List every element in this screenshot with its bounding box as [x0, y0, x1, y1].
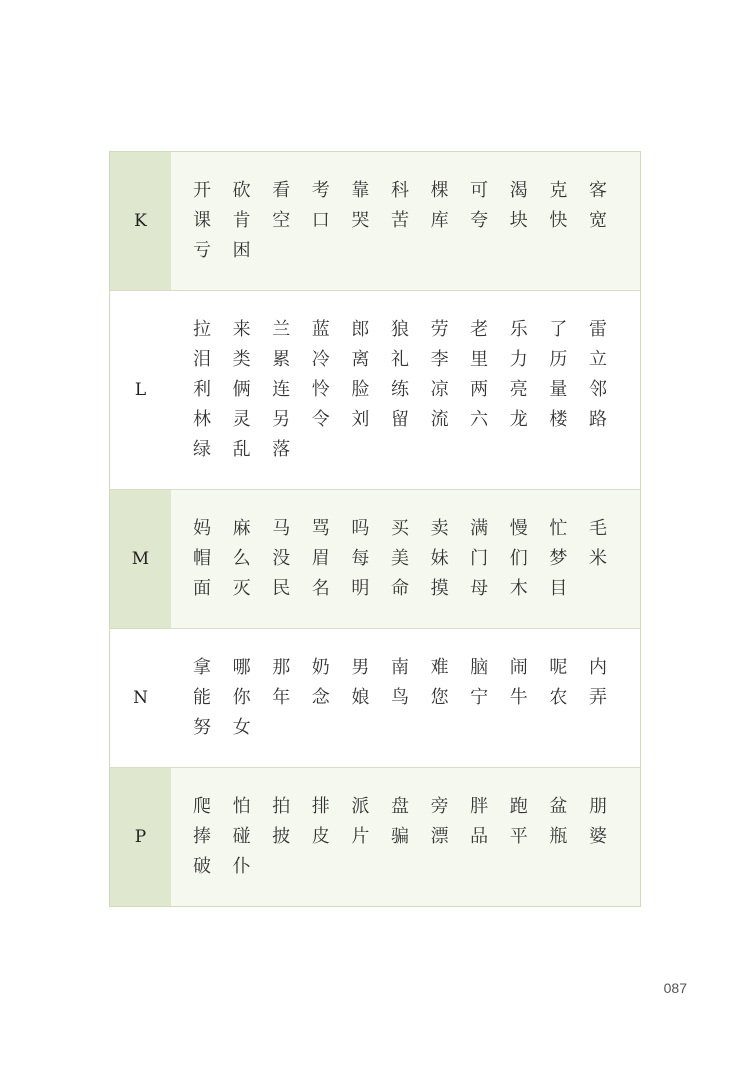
character: 买: [390, 518, 409, 539]
character: 离: [351, 349, 370, 370]
character: 克: [549, 180, 568, 201]
character: 每: [351, 548, 370, 569]
character: 农: [549, 687, 568, 708]
character: 棵: [430, 180, 449, 201]
character: 另: [272, 409, 291, 430]
character: 念: [311, 687, 330, 708]
character: 么: [232, 548, 251, 569]
character: 渴: [509, 180, 528, 201]
character: 哭: [351, 210, 370, 231]
character: 婆: [588, 826, 607, 847]
character: 们: [509, 548, 528, 569]
character: 捧: [193, 826, 211, 847]
character: 仆: [232, 856, 251, 877]
character: 马: [272, 518, 291, 539]
character: 梦: [549, 548, 568, 569]
character: 乱: [232, 439, 251, 460]
character: 雷: [588, 319, 607, 340]
character: 亮: [509, 379, 528, 400]
character: 乐: [509, 319, 528, 340]
character: 立: [588, 349, 607, 370]
character: 卖: [430, 518, 449, 539]
row-characters: [171, 490, 640, 628]
table-row: [110, 290, 640, 489]
character: 牛: [509, 687, 528, 708]
character: 块: [509, 210, 528, 231]
character: 里: [470, 349, 489, 370]
character: 胖: [470, 796, 489, 817]
character: 夸: [470, 210, 489, 231]
character: 科: [390, 180, 409, 201]
character: 郎: [351, 319, 370, 340]
character: 怕: [232, 796, 251, 817]
character: 骗: [390, 826, 409, 847]
character: 脑: [470, 657, 489, 678]
character: 苦: [390, 210, 409, 231]
character: 木: [509, 578, 528, 599]
character: 门: [470, 548, 489, 569]
character: 内: [588, 657, 607, 678]
character: 六: [470, 409, 489, 430]
character: 娘: [351, 687, 370, 708]
character: 骂: [311, 518, 330, 539]
character: 明: [351, 578, 370, 599]
character: 课: [193, 210, 211, 231]
character: 眉: [311, 548, 330, 569]
character: 你: [232, 687, 251, 708]
character: 练: [390, 379, 409, 400]
character: 看: [272, 180, 291, 201]
character: 女: [232, 717, 251, 738]
character: 漂: [430, 826, 449, 847]
character: 空: [272, 210, 291, 231]
character: 怜: [311, 379, 330, 400]
character: 片: [351, 826, 370, 847]
character: 邻: [588, 379, 607, 400]
table-row: [110, 152, 640, 290]
character: 能: [193, 687, 211, 708]
character: 刘: [351, 409, 370, 430]
character: 流: [430, 409, 449, 430]
row-letter: M: [110, 490, 171, 628]
character: 年: [272, 687, 291, 708]
character: 考: [311, 180, 330, 201]
character: 鸟: [390, 687, 409, 708]
row-characters: [171, 768, 640, 906]
character: 皮: [311, 826, 330, 847]
row-letter: K: [110, 152, 171, 290]
character: 难: [430, 657, 449, 678]
character: 命: [390, 578, 409, 599]
character: 妈: [193, 518, 211, 539]
character: 跑: [509, 796, 528, 817]
character: 库: [430, 210, 449, 231]
character: 呢: [549, 657, 568, 678]
character: 灭: [232, 578, 251, 599]
character: 来: [232, 319, 251, 340]
character: 弄: [588, 687, 607, 708]
character: 南: [390, 657, 409, 678]
table-row: [110, 628, 640, 767]
character: 没: [272, 548, 291, 569]
character: 哪: [232, 657, 251, 678]
character: 落: [272, 439, 291, 460]
character-table: [109, 151, 641, 907]
character: 旁: [430, 796, 449, 817]
character: 劳: [430, 319, 449, 340]
character: 冷: [311, 349, 330, 370]
table-row: [110, 489, 640, 628]
character: 妹: [430, 548, 449, 569]
character: 平: [509, 826, 528, 847]
character: 累: [272, 349, 291, 370]
character: 拿: [193, 657, 211, 678]
character: 您: [430, 687, 449, 708]
character: 品: [470, 826, 489, 847]
row-letter: N: [110, 629, 171, 767]
character: 历: [549, 349, 568, 370]
character: 林: [193, 409, 211, 430]
character: 两: [470, 379, 489, 400]
character: 努: [193, 717, 211, 738]
character: 毛: [588, 518, 607, 539]
character: 龙: [509, 409, 528, 430]
character: 破: [193, 856, 211, 877]
character: 闹: [509, 657, 528, 678]
row-letter: P: [110, 768, 171, 906]
character: 开: [193, 180, 211, 201]
character: 美: [390, 548, 409, 569]
character: 奶: [311, 657, 330, 678]
character: 慢: [509, 518, 528, 539]
character: 排: [311, 796, 330, 817]
character: 客: [588, 180, 607, 201]
character: 狼: [390, 319, 409, 340]
row-characters: [171, 152, 640, 290]
character-grid: [191, 653, 640, 743]
character-grid: [191, 176, 640, 266]
character: 男: [351, 657, 370, 678]
row-letter: L: [110, 291, 171, 489]
character: 目: [549, 578, 568, 599]
character-grid: [191, 514, 640, 604]
character: 脸: [351, 379, 370, 400]
character: 俩: [232, 379, 251, 400]
character: 凉: [430, 379, 449, 400]
character: 帽: [193, 548, 211, 569]
character: 路: [588, 409, 607, 430]
character: 楼: [549, 409, 568, 430]
character: 母: [470, 578, 489, 599]
character: 泪: [193, 349, 211, 370]
character: 肯: [232, 210, 251, 231]
character: 米: [588, 548, 607, 569]
character: 摸: [430, 578, 449, 599]
character: 派: [351, 796, 370, 817]
character: 亏: [193, 240, 211, 261]
character: 兰: [272, 319, 291, 340]
character: 砍: [232, 180, 251, 201]
character-grid: [191, 792, 640, 882]
character: 了: [549, 319, 568, 340]
character: 可: [470, 180, 489, 201]
character: 拍: [272, 796, 291, 817]
character: 盆: [549, 796, 568, 817]
character: 名: [311, 578, 330, 599]
character: 连: [272, 379, 291, 400]
character: 宽: [588, 210, 607, 231]
character: 李: [430, 349, 449, 370]
character: 朋: [588, 796, 607, 817]
character: 老: [470, 319, 489, 340]
character: 拉: [193, 319, 211, 340]
character: 灵: [232, 409, 251, 430]
character: 类: [232, 349, 251, 370]
row-characters: [171, 629, 640, 767]
character: 令: [311, 409, 330, 430]
character: 困: [232, 240, 251, 261]
character: 利: [193, 379, 211, 400]
character: 力: [509, 349, 528, 370]
character: 那: [272, 657, 291, 678]
character: 瓶: [549, 826, 568, 847]
character: 碰: [232, 826, 251, 847]
character: 麻: [232, 518, 251, 539]
character: 披: [272, 826, 291, 847]
character: 满: [470, 518, 489, 539]
character: 忙: [549, 518, 568, 539]
page-number: 087: [663, 980, 687, 996]
character: 民: [272, 578, 291, 599]
character: 爬: [193, 796, 211, 817]
character: 礼: [390, 349, 409, 370]
character: 留: [390, 409, 409, 430]
character-grid: [191, 315, 640, 465]
character: 口: [311, 210, 330, 231]
character: 吗: [351, 518, 370, 539]
character: 面: [193, 578, 211, 599]
character: 盘: [390, 796, 409, 817]
character: 量: [549, 379, 568, 400]
character: 靠: [351, 180, 370, 201]
row-characters: [171, 291, 640, 489]
character: 绿: [193, 439, 211, 460]
table-row: [110, 767, 640, 906]
character: 宁: [470, 687, 489, 708]
character: 快: [549, 210, 568, 231]
character: 蓝: [311, 319, 330, 340]
